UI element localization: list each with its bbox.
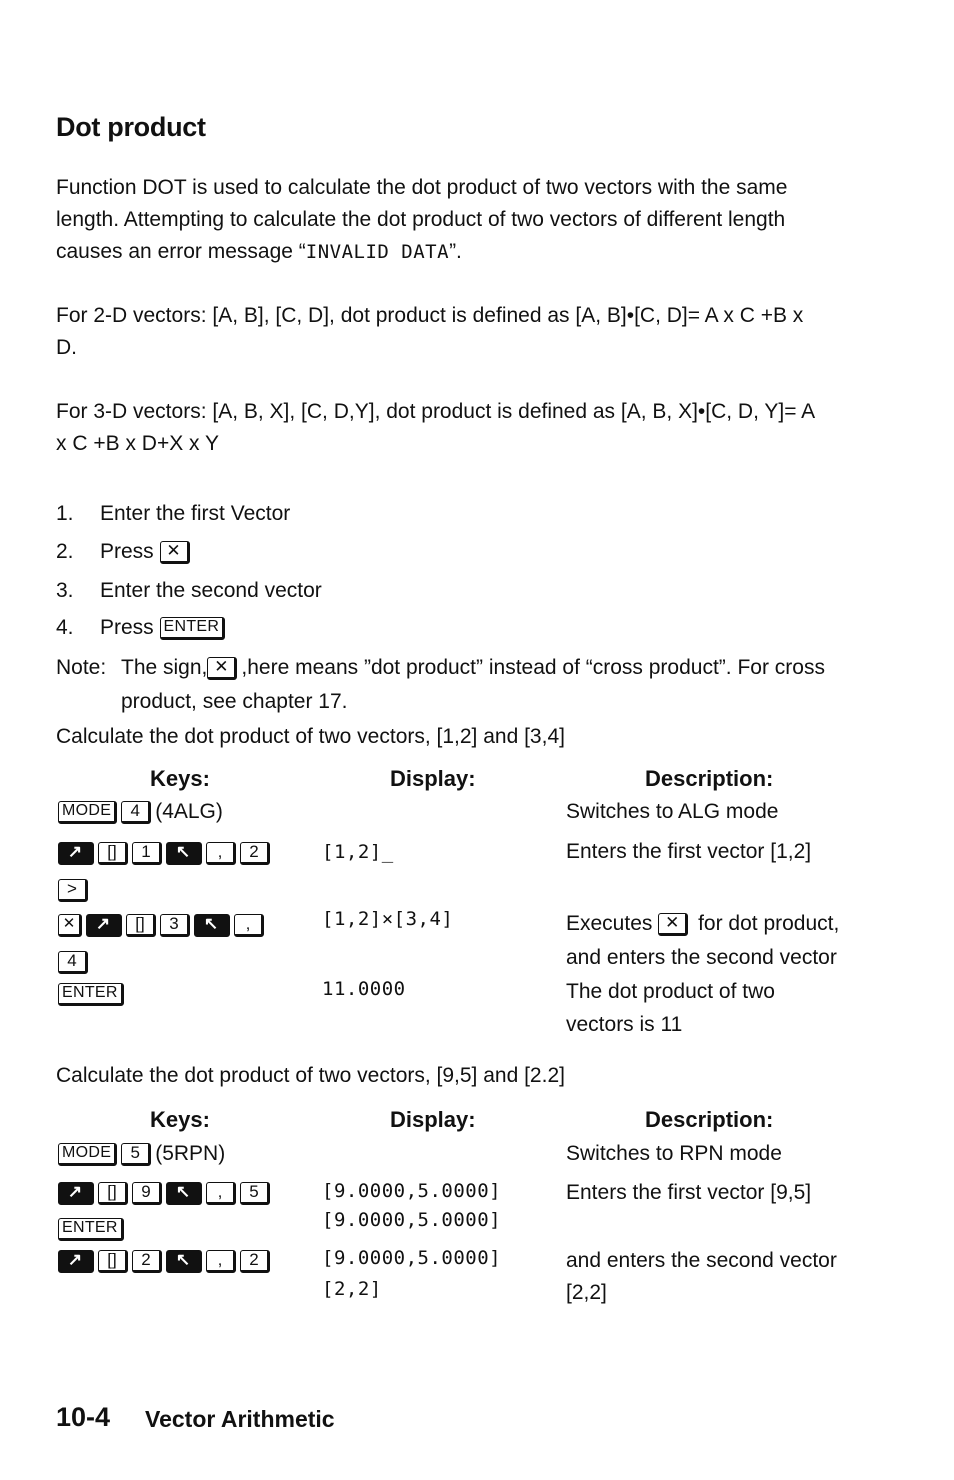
note-label: Note:: [56, 656, 107, 679]
digit-key: 5: [240, 1182, 270, 1205]
description-header: Description:: [645, 1107, 774, 1132]
digit-key: 2: [240, 1250, 270, 1273]
enter-key: ENTER: [160, 617, 226, 640]
right-shift-key: ↗: [58, 842, 94, 865]
keys-header: Keys:: [150, 766, 210, 791]
keys-cell-line-2: [58, 878, 92, 902]
def-2d-line-2: D.: [56, 336, 77, 359]
def-3d-line-1: For 3-D vectors: [A, B, X], [C, D,Y], dot product is defined as [A, B, X]•[C, D, Y]= A: [56, 400, 816, 423]
display-cell: [1,2]_: [322, 841, 394, 863]
description-cell: Switches to ALG mode: [566, 800, 779, 823]
description-header: Description:: [645, 766, 774, 791]
keys-header: Keys:: [150, 1107, 210, 1132]
description-cell: and enters the second vector: [566, 1249, 837, 1272]
display-cell-line-2: [2,2]: [322, 1278, 382, 1300]
digit-key: 9: [132, 1182, 162, 1205]
intro-line-1: Function DOT is used to calculate the dot product of two vectors with the same: [56, 176, 788, 199]
step-text: Enter the first Vector: [100, 502, 291, 525]
keys-cell-line-2: [58, 950, 92, 974]
multiply-key: ✕: [207, 657, 237, 680]
intro-line-3-pre: causes an error message “: [56, 240, 306, 263]
step-number: 4.: [56, 616, 74, 639]
multiply-key: ✕: [58, 914, 82, 937]
step-number: 2.: [56, 540, 74, 563]
digit-key: 1: [132, 842, 162, 865]
right-shift-key: ↗: [58, 1250, 94, 1273]
keys-suffix: (5RPN): [155, 1142, 226, 1165]
enter-key: ENTER: [58, 1218, 124, 1241]
brackets-key: []: [98, 1250, 128, 1273]
brackets-key: []: [126, 914, 156, 937]
display-cell: [9.0000,5.0000]: [322, 1247, 502, 1269]
description-cell: Switches to RPN mode: [566, 1142, 782, 1165]
digit-key: 4: [121, 801, 151, 824]
description-cell: Enters the first vector [9,5]: [566, 1181, 812, 1204]
step-text-label: Press: [100, 540, 154, 563]
multiply-key: ✕: [658, 913, 688, 936]
digit-key: 5: [121, 1143, 151, 1166]
keys-cell: [58, 982, 128, 1006]
chapter-title: Vector Arithmetic: [145, 1406, 335, 1432]
keys-cell: [58, 1217, 128, 1241]
description-post: for dot product,: [698, 912, 840, 935]
page-number: 10-4: [56, 1402, 111, 1432]
note-pre: The sign,: [121, 656, 208, 679]
description-cell: [566, 912, 839, 936]
digit-key: 2: [240, 842, 270, 865]
intro-line-3-post: ”.: [449, 240, 462, 263]
description-cell: The dot product of two: [566, 980, 775, 1003]
description-cell-line-2: vectors is 11: [566, 1013, 683, 1036]
example-2-intro: Calculate the dot product of two vectors, [9,5] and [2.2]: [56, 1064, 565, 1087]
display-cell: 11.0000: [322, 978, 406, 1000]
intro-line-2: length. Attempting to calculate the dot product of two vectors of different length: [56, 208, 786, 231]
right-shift-key: ↗: [86, 914, 122, 937]
keys-cell: [58, 913, 268, 937]
step-text: [100, 540, 194, 564]
left-shift-key: ↖: [166, 1182, 202, 1205]
note-line-2: product, see chapter 17.: [121, 690, 348, 713]
left-shift-key: ↖: [166, 842, 202, 865]
display-cell: [9.0000,5.0000]: [322, 1180, 502, 1202]
step-number: 1.: [56, 502, 74, 525]
description-cell-line-2: [2,2]: [566, 1281, 607, 1304]
right-shift-key: ↗: [58, 1182, 94, 1205]
digit-key: 3: [160, 914, 190, 937]
intro-line-3: [56, 236, 462, 268]
digit-key: 4: [58, 951, 88, 974]
comma-key: ‚: [206, 1250, 236, 1273]
keys-cell: [58, 1249, 274, 1273]
description-cell-line-2: and enters the second vector: [566, 946, 837, 969]
comma-key: ‚: [234, 914, 264, 937]
step-number: 3.: [56, 579, 74, 602]
description-pre: Executes: [566, 912, 653, 935]
enter-key: ENTER: [58, 983, 124, 1006]
def-2d-line-1: For 2-D vectors: [A, B], [C, D], dot product is defined as [A, B]•[C, D]= A x C +B x: [56, 304, 804, 327]
right-arrow-key: >: [58, 879, 88, 902]
display-header: Display:: [390, 766, 476, 791]
comma-key: ‚: [206, 1182, 236, 1205]
example-1-intro: Calculate the dot product of two vectors, [1,2] and [3,4]: [56, 725, 565, 748]
step-text: Enter the second vector: [100, 579, 322, 602]
mode-key: MODE: [58, 801, 117, 824]
keys-cell: [58, 1181, 274, 1205]
brackets-key: []: [98, 842, 128, 865]
display-cell: [1,2]×[3,4]: [322, 908, 454, 930]
digit-key: 2: [132, 1250, 162, 1273]
left-shift-key: ↖: [166, 1250, 202, 1273]
step-text: [100, 616, 229, 640]
brackets-key: []: [98, 1182, 128, 1205]
keys-suffix: (4ALG): [155, 800, 223, 823]
page-heading: Dot product: [56, 112, 206, 142]
multiply-key: ✕: [160, 541, 190, 564]
note-line-1: [121, 656, 825, 680]
keys-cell: [58, 841, 274, 865]
comma-key: ‚: [206, 842, 236, 865]
mode-key: MODE: [58, 1143, 117, 1166]
keys-cell: [58, 800, 223, 824]
keys-cell: [58, 1142, 225, 1166]
step-text-label: Press: [100, 616, 154, 639]
display-cell: [9.0000,5.0000]: [322, 1209, 502, 1231]
left-shift-key: ↖: [194, 914, 230, 937]
note-post: ,here means ”dot product” instead of “cross product”. For cross: [241, 656, 825, 679]
display-header: Display:: [390, 1107, 476, 1132]
error-message: INVALID DATA: [305, 241, 450, 263]
def-3d-line-2: x C +B x D+X x Y: [56, 432, 220, 455]
description-cell: Enters the first vector [1,2]: [566, 840, 812, 863]
